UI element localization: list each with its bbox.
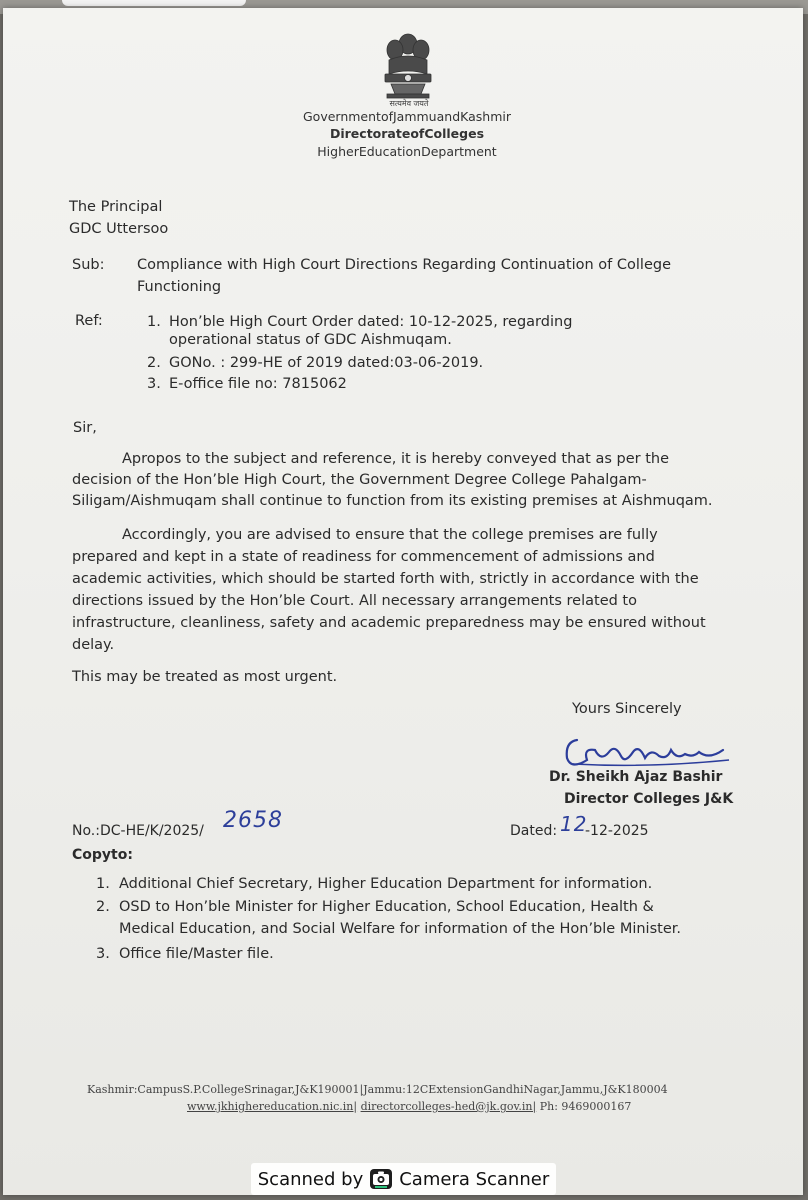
scanner-badge-app: Camera Scanner xyxy=(399,1168,550,1190)
copy-to-item: OSD to Hon’ble Minister for Higher Education, School Education, Health & xyxy=(119,899,654,915)
status-pill xyxy=(62,0,246,6)
emblem-motto: सत्यमेव जयते xyxy=(389,99,429,108)
handwritten-dispatch-number: 2658 xyxy=(223,808,283,833)
recipient-line-2: GDC Uttersoo xyxy=(69,221,169,237)
paragraph-2-line: delay. xyxy=(72,637,115,653)
date-label: Dated: xyxy=(510,823,558,839)
letter-page xyxy=(3,8,803,1195)
scanner-badge-prefix: Scanned by xyxy=(257,1168,364,1190)
reference-item-line: E-office file no: 7815062 xyxy=(169,376,347,392)
paragraph-2-line: academic activities, which should be started forth with, strictly in accordance with the xyxy=(72,571,699,587)
copy-to-item: Additional Chief Secretary, Higher Education Department for information. xyxy=(119,876,653,892)
paragraph-1-line: decision of the Hon’ble High Court, the Government Degree College Pahalgam- xyxy=(72,472,647,488)
signatory-name: Dr. Sheikh Ajaz Bashir xyxy=(549,769,723,785)
closing: Yours Sincerely xyxy=(572,701,682,717)
reference-label: Ref: xyxy=(75,313,103,329)
paragraph-1-line: Siligam/Aishmuqam shall continue to function from its existing premises at Aishmuqam. xyxy=(72,493,713,509)
copy-to-number: 1. xyxy=(96,876,110,892)
recipient-line-1: The Principal xyxy=(69,199,163,215)
directorate-heading: DirectorateofColleges xyxy=(329,126,485,141)
footer-email-link[interactable]: directorcolleges-hed@jk.gov.in| xyxy=(360,1100,537,1113)
copy-to-number: 3. xyxy=(96,946,110,962)
copy-to-item: Medical Education, and Social Welfare for information of the Hon’ble Minister. xyxy=(119,921,681,937)
reference-item-line: Hon’ble High Court Order dated: 10-12-2025, regarding xyxy=(169,314,573,330)
reference-number: 2. xyxy=(147,355,161,371)
reference-item-line: operational status of GDC Aishmuqam. xyxy=(169,332,452,348)
paragraph-2-line: prepared and kept in a state of readiness for commencement of admissions and xyxy=(72,549,655,565)
subject-line-2: Functioning xyxy=(137,279,222,295)
paragraph-1-line: Apropos to the subject and reference, it is hereby conveyed that as per the xyxy=(122,451,669,467)
paragraph-2-line: directions issued by the Hon’ble Court. All necessary arrangements related to xyxy=(72,593,637,609)
handwritten-date-day: 12 xyxy=(560,812,588,836)
department-heading: HigherEducationDepartment xyxy=(317,144,497,159)
copy-to-item: Office file/Master file. xyxy=(119,946,274,962)
reference-number: 1. xyxy=(147,314,161,330)
salutation: Sir, xyxy=(73,420,97,436)
subject-label: Sub: xyxy=(72,257,105,273)
reference-number: 3. xyxy=(147,376,161,392)
footer-contact xyxy=(187,1100,631,1113)
reference-number-prefix: No.:DC-HE/K/2025/ xyxy=(72,823,204,839)
signatory-title: Director Colleges J&K xyxy=(564,791,734,807)
footer-website-link[interactable]: www.jkhighereducation.nic.in| xyxy=(187,1100,358,1113)
copy-to-number: 2. xyxy=(96,899,110,915)
footer-address: Kashmir:CampusS.P.CollegeSrinagar,J&K190001|Jammu:12CExtensionGandhiNagar,Jammu,J&K180004 xyxy=(87,1083,668,1096)
camera-scanner-icon xyxy=(369,1168,393,1190)
paragraph-2-line: Accordingly, you are advised to ensure that the college premises are fully xyxy=(122,527,658,543)
footer-phone: Ph: 9469000167 xyxy=(539,1100,632,1113)
copy-to-label: Copyto: xyxy=(72,847,133,863)
scanner-badge xyxy=(251,1163,556,1195)
government-heading: GovernmentofJammuandKashmir xyxy=(302,109,511,124)
reference-item-line: GONo. : 299-HE of 2019 dated:03-06-2019. xyxy=(169,355,484,371)
subject-line-1: Compliance with High Court Directions Regarding Continuation of College xyxy=(137,257,671,273)
paragraph-2-line: infrastructure, cleanliness, safety and academic preparedness may be ensured without xyxy=(72,615,706,631)
urgent-note: This may be treated as most urgent. xyxy=(72,669,338,685)
date-rest: -12-2025 xyxy=(585,823,649,839)
